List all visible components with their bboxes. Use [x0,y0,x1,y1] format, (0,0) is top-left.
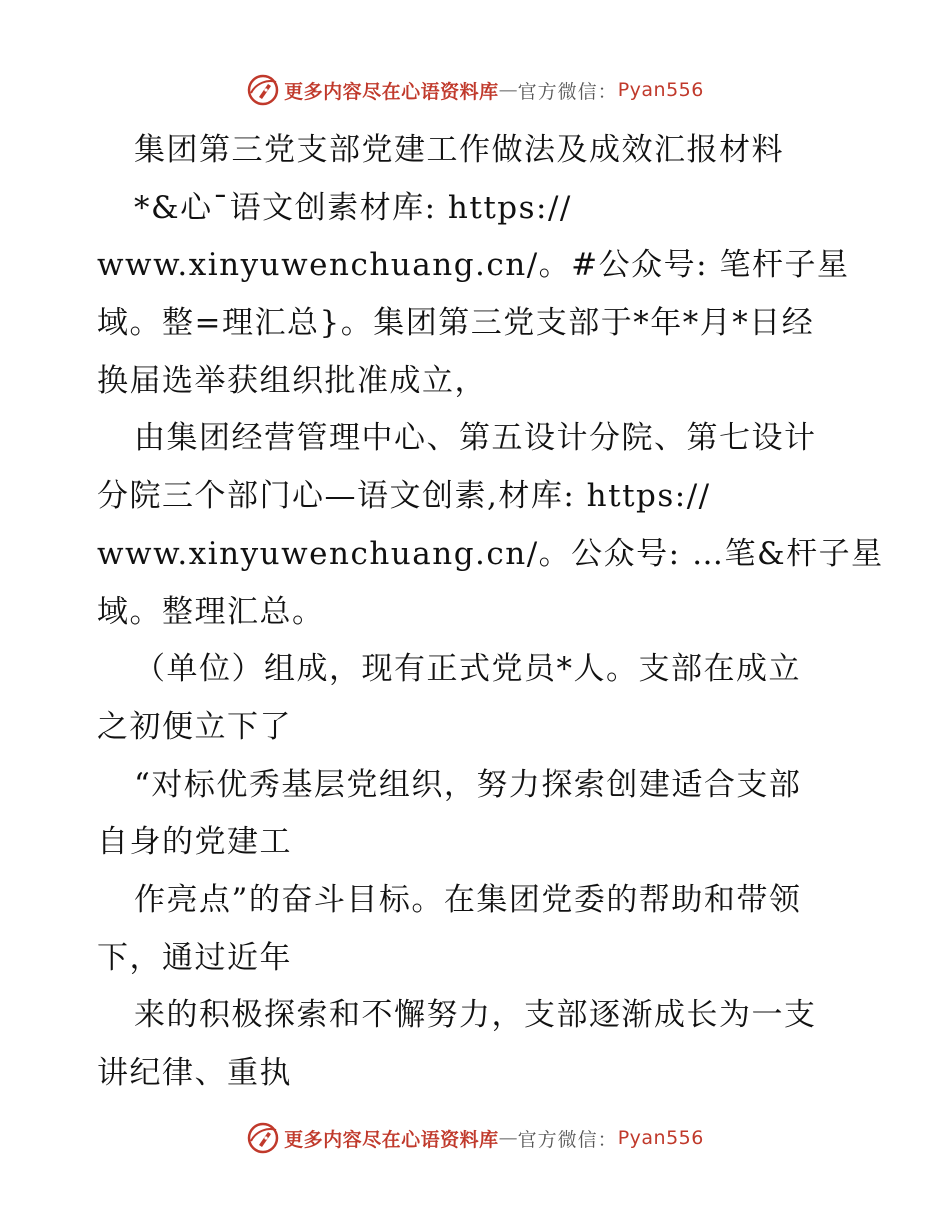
document-title: 集团第三党支部党建工作做法及成效汇报材料 [134,132,784,168]
banner-separator: — [498,79,518,101]
banner-separator: — [498,1127,518,1149]
banner-title: 更多内容尽在心语资料库 [284,80,499,103]
paragraph-line: 换届选举获组织批准成立， [97,362,487,399]
pen-nib-logo-icon [246,73,280,107]
paragraph-line: 域。整理汇总。 [97,593,325,630]
paragraph-line: （单位）组成，现有正式党员*人。支部在成立 [134,651,801,688]
paragraph-line: 来的积极探索和不懈努力，支部逐渐成长为一支 [134,997,817,1034]
paragraph-line: 域。整=理汇总}。集团第三党支部于*年*月*日经 [97,305,815,342]
footer-banner [0,1118,950,1158]
paragraph-line: 讲纪律、重执 [97,1055,292,1091]
banner-wechat-id: Pyan556 [617,79,704,101]
paragraph-line: 作亮点”的奋斗目标。在集团党委的帮助和带领 [134,881,802,918]
banner-wechat-id: Pyan556 [617,1127,704,1149]
paragraph-line: www.xinyuwenchuang.cn/。公众号: …笔&杆子星 [97,535,884,572]
paragraph-line: *&心¯语文创素材库: https:// [134,189,572,226]
paragraph-line: 之初便立下了 [97,708,292,745]
paragraph-line: 自身的党建工 [97,824,292,861]
paragraph-line: www.xinyuwenchuang.cn/。#公众号: 笔杆子星 [97,247,850,284]
document-body [97,122,884,1103]
banner-title: 更多内容尽在心语资料库 [284,1128,499,1151]
pen-nib-logo-icon [246,1121,280,1155]
paragraph-line: 分院三个部门心—语文创素,材库: https:// [97,478,711,515]
banner-subtitle: 官方微信： [517,1128,618,1151]
header-banner [0,70,950,110]
banner-subtitle: 官方微信： [517,80,618,103]
paragraph-line: “对标优秀基层党组织，努力探索创建适合支部 [134,766,802,803]
paragraph-line: 由集团经营管理中心、第五设计分院、第七设计 [134,420,817,457]
paragraph-line: 下，通过近年 [97,939,292,976]
